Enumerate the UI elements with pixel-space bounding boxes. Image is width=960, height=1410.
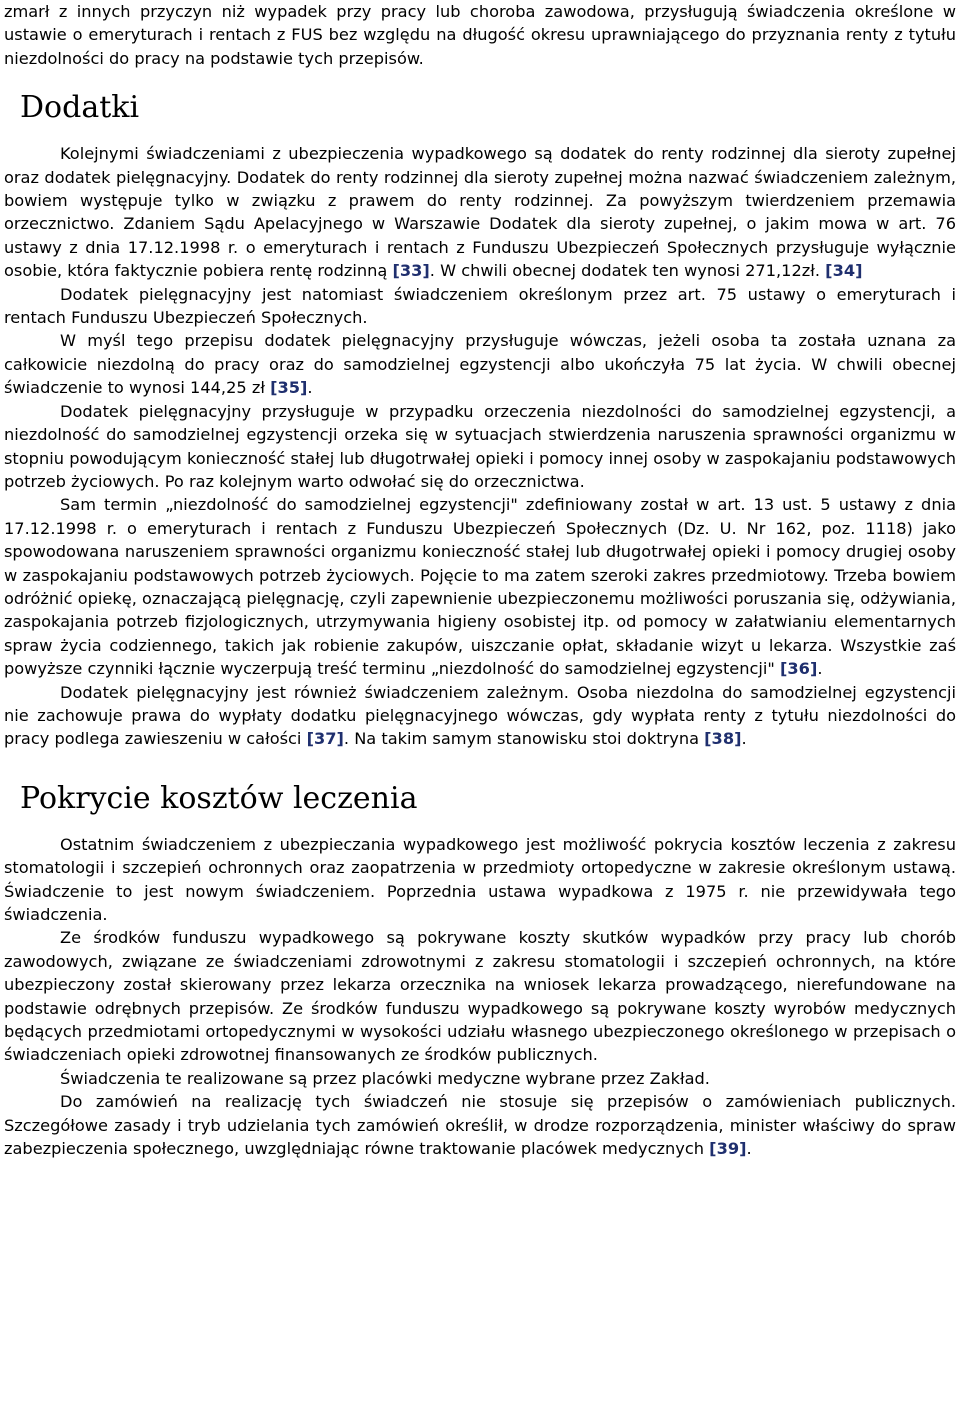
- footnote-link-33[interactable]: [33]: [392, 261, 430, 281]
- document-page: [4, 0, 956, 1160]
- paragraph-text: .: [817, 659, 823, 679]
- footnote-link-34[interactable]: [34]: [825, 261, 863, 281]
- paragraph: Ostatnim świadczeniem z ubezpieczania wypadkowego jest możliwość pokrycia kosztów leczenia z zakresu stomatologii i szczepień ochronnych oraz zaopatrzenia w przedmioty ortopedyczne w zakresie określonym ustawą. Świadczenie to jest nowym świadczeniem. Poprzednia ustawa wypadkowa z 1975 r. nie przewidywała tego świadczenia.: [4, 834, 956, 924]
- paragraph: [4, 493, 956, 680]
- paragraph: [4, 1090, 956, 1160]
- paragraph-text: W myśl tego przepisu dodatek pielęgnacyjny przysługuje wówczas, jeżeli osoba ta została uznana za całkowicie niezdolną do pracy oraz do samodzielnej egzystencji albo ukończyła 75 lat życia. W chwili obecnej świadczenie to wynosi 144,25 zł: [4, 331, 956, 398]
- paragraph: Ze środków funduszu wypadkowego są pokrywane koszty skutków wypadków przy pracy lub chorób zawodowych, związane ze świadczeniami zdrowotnymi z zakresu stomatologii i szczepień ochronnych, na które ubezpieczony został skierowany przez lekarza orzecznika na wniosek lekarza prowadzącego, nierefundowane na podstawie odrębnych przepisów. Ze środków funduszu wypadkowego są pokrywane koszty wyrobów medycznych będących przedmiotami ortopedycznymi w wysokości udziału własnego ubezpieczonego określonego w przepisach o świadczeniach opieki zdrowotnej finansowanych ze środków publicznych.: [4, 928, 956, 1065]
- paragraph-text: . W chwili obecnej dodatek ten wynosi 271,12zł.: [429, 261, 826, 281]
- footnote-link-36[interactable]: [36]: [780, 659, 818, 679]
- footnote-link-38[interactable]: [38]: [704, 729, 742, 749]
- paragraph: [4, 329, 956, 399]
- paragraph: [4, 142, 956, 282]
- section-heading-dodatki: Dodatki: [20, 90, 140, 126]
- paragraph: Dodatek pielęgnacyjny jest natomiast świadczeniem określonym przez art. 75 ustawy o emeryturach i rentach Funduszu Ubezpieczeń Społecznych.: [4, 284, 956, 328]
- paragraph-text: .: [746, 1139, 752, 1159]
- paragraph: Świadczenia te realizowane są przez placówki medyczne wybrane przez Zakład.: [60, 1068, 710, 1088]
- footnote-link-39[interactable]: [39]: [709, 1139, 747, 1159]
- footnote-link-37[interactable]: [37]: [306, 729, 344, 749]
- footnote-link-35[interactable]: [35]: [270, 378, 308, 398]
- section-heading-pokrycie-kosztow-leczenia: Pokrycie kosztów leczenia: [20, 780, 418, 816]
- intro-paragraph: zmarł z innych przyczyn niż wypadek przy pracy lub choroba zawodowa, przysługują świadczenia określone w ustawie o emeryturach i rentach z FUS bez względu na długość okresu uprawniającego do przyznania renty z tytułu niezdolności do pracy na podstawie tych przepisów.: [4, 2, 956, 68]
- paragraph-text: .: [307, 378, 313, 398]
- paragraph-text: Kolejnymi świadczeniami z ubezpieczenia wypadkowego są dodatek do renty rodzinnej dla sieroty zupełnej oraz dodatek pielęgnacyjny. Dodatek do renty rodzinnej dla sieroty zupełnej można nazwać świadczeniem zależnym, bowiem występuje tylko w związku z prawem do renty rodzinnej. Za powyższym twierdzeniem przemawia orzecznictwo. Zdaniem Sądu Apelacyjnego w Warszawie Dodatek dla sieroty zupełnej, o jakim mowa w art. 76 ustawy z dnia 17.12.1998 r. o emeryturach i rentach z Funduszu Ubezpieczeń Społecznych przysługuje wyłącznie osobie, która faktycznie pobiera rentę rodzinną: [4, 144, 956, 281]
- paragraph-text: . Na takim samym stanowisku stoi doktryna: [343, 729, 705, 749]
- paragraph-text: .: [741, 729, 747, 749]
- paragraph: [4, 681, 956, 751]
- paragraph-text: Sam termin „niezdolność do samodzielnej egzystencji" zdefiniowany został w art. 13 ust. 5 ustawy z dnia 17.12.1998 r. o emeryturach i rentach z Funduszu Ubezpieczeń Społecznych (Dz. U. Nr 162, poz. 1118) jako spowodowana naruszeniem sprawności organizmu konieczność stałej lub długotrwałej opieki i pomocy drugiej osoby w zaspokajaniu podstawowych potrzeb życiowych. Pojęcie to ma zatem szeroki zakres przedmiotowy. Trzeba bowiem odróżnić opiekę, oznaczającą pielęgnację, czyli zapewnienie ubezpieczonemu możliwości poruszania się, odżywiania, zaspokajania potrzeb fizjologicznych, utrzymywania higieny osobistej itp. od pomocy w załatwianiu elementarnych spraw życia codziennego, takich jak robienie zakupów, uiszczanie opłat, składanie wizyt u lekarza. Wszystkie zaś powyższe czynniki łącznie wyczerpują treść terminu „niezdolność do samodzielnej egzystencji": [4, 495, 956, 679]
- paragraph: Dodatek pielęgnacyjny przysługuje w przypadku orzeczenia niezdolności do samodzielnej egzystencji, a niezdolność do samodzielnej egzystencji orzeka się w sytuacjach stwierdzenia naruszenia sprawności organizmu w stopniu powodującym konieczność stałej lub długotrwałej opieki i pomocy innej osoby w zaspokajaniu podstawowych potrzeb życiowych. Po raz kolejnym warto odwołać się do orzecznictwa.: [4, 401, 956, 491]
- paragraph-text: Dodatek pielęgnacyjny jest również świadczeniem zależnym. Osoba niezdolna do samodzielnej egzystencji nie zachowuje prawa do wypłaty dodatku pielęgnacyjnego wówczas, gdy wypłata renty z tytułu niezdolności do pracy podlega zawieszeniu w całości: [4, 682, 956, 749]
- paragraph-text: Do zamówień na realizację tych świadczeń nie stosuje się przepisów o zamówieniach publicznych. Szczegółowe zasady i tryb udzielania tych zamówień określił, w drodze rozporządzenia, minister właściwy do spraw zabezpieczenia społecznego, uwzględniając równe traktowanie placówek medycznych: [4, 1092, 956, 1159]
